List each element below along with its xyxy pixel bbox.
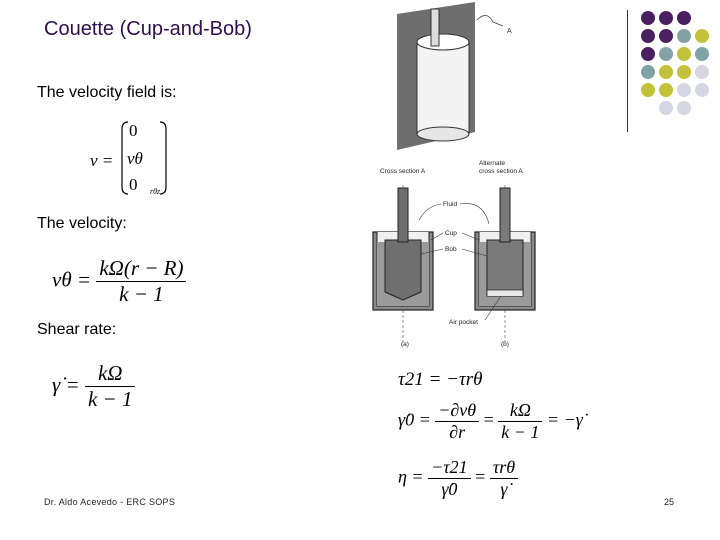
label-a: A (507, 28, 512, 35)
vector-entry-2: vθ (127, 149, 143, 168)
shear-rate-label: Shear rate: (37, 321, 117, 338)
viscosity-numerator-2: τrθ (492, 457, 516, 477)
dot (695, 29, 709, 43)
shear-rate-equation (52, 361, 135, 412)
dot (677, 101, 691, 115)
rate-numerator: kΩ (509, 400, 531, 420)
dot (659, 29, 673, 43)
dot (641, 47, 655, 61)
dot (677, 83, 691, 97)
cup-and-bob-figure (365, 0, 555, 355)
cup-label: Cup (445, 230, 457, 237)
velocity-denominator: k − 1 (96, 281, 186, 307)
velocity-equation (52, 256, 186, 307)
dot (695, 83, 709, 97)
dot (659, 65, 673, 79)
title-divider-line (627, 10, 628, 132)
shear-rate-denominator: k − 1 (85, 386, 136, 412)
shear-rate-lhs: γ̇ = (52, 372, 80, 397)
velocity-field-lhs: v = (90, 151, 114, 170)
dot (677, 29, 691, 43)
rate-mid-denominator: ∂r (435, 421, 479, 443)
dot (659, 83, 673, 97)
velocity-label: The velocity: (37, 215, 127, 232)
alternate-label-line1: Alternate (479, 160, 506, 167)
page-number: 25 (664, 497, 675, 507)
dot (677, 11, 691, 25)
dot (641, 11, 655, 25)
vector-entry-3: 0 (129, 175, 138, 194)
dot (659, 11, 673, 25)
rate-rhs: = −γ̇ (546, 409, 583, 430)
stress-equation: τ21 = −τrθ (398, 369, 483, 390)
viscosity-numerator-1: −τ21 (431, 457, 468, 477)
rate-denominator: k − 1 (498, 421, 542, 443)
rate-lhs: γ̇0 = (398, 409, 431, 430)
cross-section-a (373, 185, 433, 348)
vector-entry-1: 0 (129, 121, 138, 140)
slide-title: Couette (Cup-and-Bob) (44, 18, 252, 40)
panel-b-label: (b) (501, 341, 509, 348)
panel-a-label: (a) (401, 341, 409, 348)
alternate-label-line2: cross section A (479, 168, 523, 175)
cross-section-b (475, 185, 535, 348)
dot (641, 29, 655, 43)
dot (677, 65, 691, 79)
velocity-lhs: vθ = (52, 267, 92, 292)
dot (659, 101, 673, 115)
vector-subscript: rθz (150, 187, 161, 196)
dot (641, 65, 655, 79)
dot (641, 83, 655, 97)
bob-label: Bob (445, 246, 457, 253)
dot (695, 65, 709, 79)
shear-rate-numerator: kΩ (97, 361, 123, 385)
cross-section-label: Cross section A (380, 168, 426, 175)
rate-mid-numerator: −∂vθ (438, 400, 477, 420)
dot (659, 47, 673, 61)
air-pocket-label: Air pocket (449, 319, 478, 326)
cylinder-3d-drawing (397, 2, 512, 150)
viscosity-denominator-2: γ̇ (490, 478, 518, 500)
shear-rate-definition-equation: γ̇0 = $\frac{-\partial v\theta}{\partial r}$ = $\frac{k\Omega}{k - 1}$ = −γ̇ (398, 400, 583, 442)
footer-author: Dr. Aldo Acevedo - ERC SOPS (44, 497, 176, 507)
dot (695, 47, 709, 61)
velocity-numerator: kΩ(r − R) (99, 256, 184, 280)
viscosity-lhs: η = (398, 466, 424, 487)
dot (677, 47, 691, 61)
fluid-label: Fluid (443, 201, 458, 208)
velocity-field-label: The velocity field is: (37, 84, 177, 101)
viscosity-denominator-1: γ̇0 (428, 478, 471, 500)
viscosity-equation: η = $\frac{-\tau 21}{\gammȧ0}$ = $\frac{\text{τrθ}}{\gammȧ}$ (398, 457, 518, 500)
